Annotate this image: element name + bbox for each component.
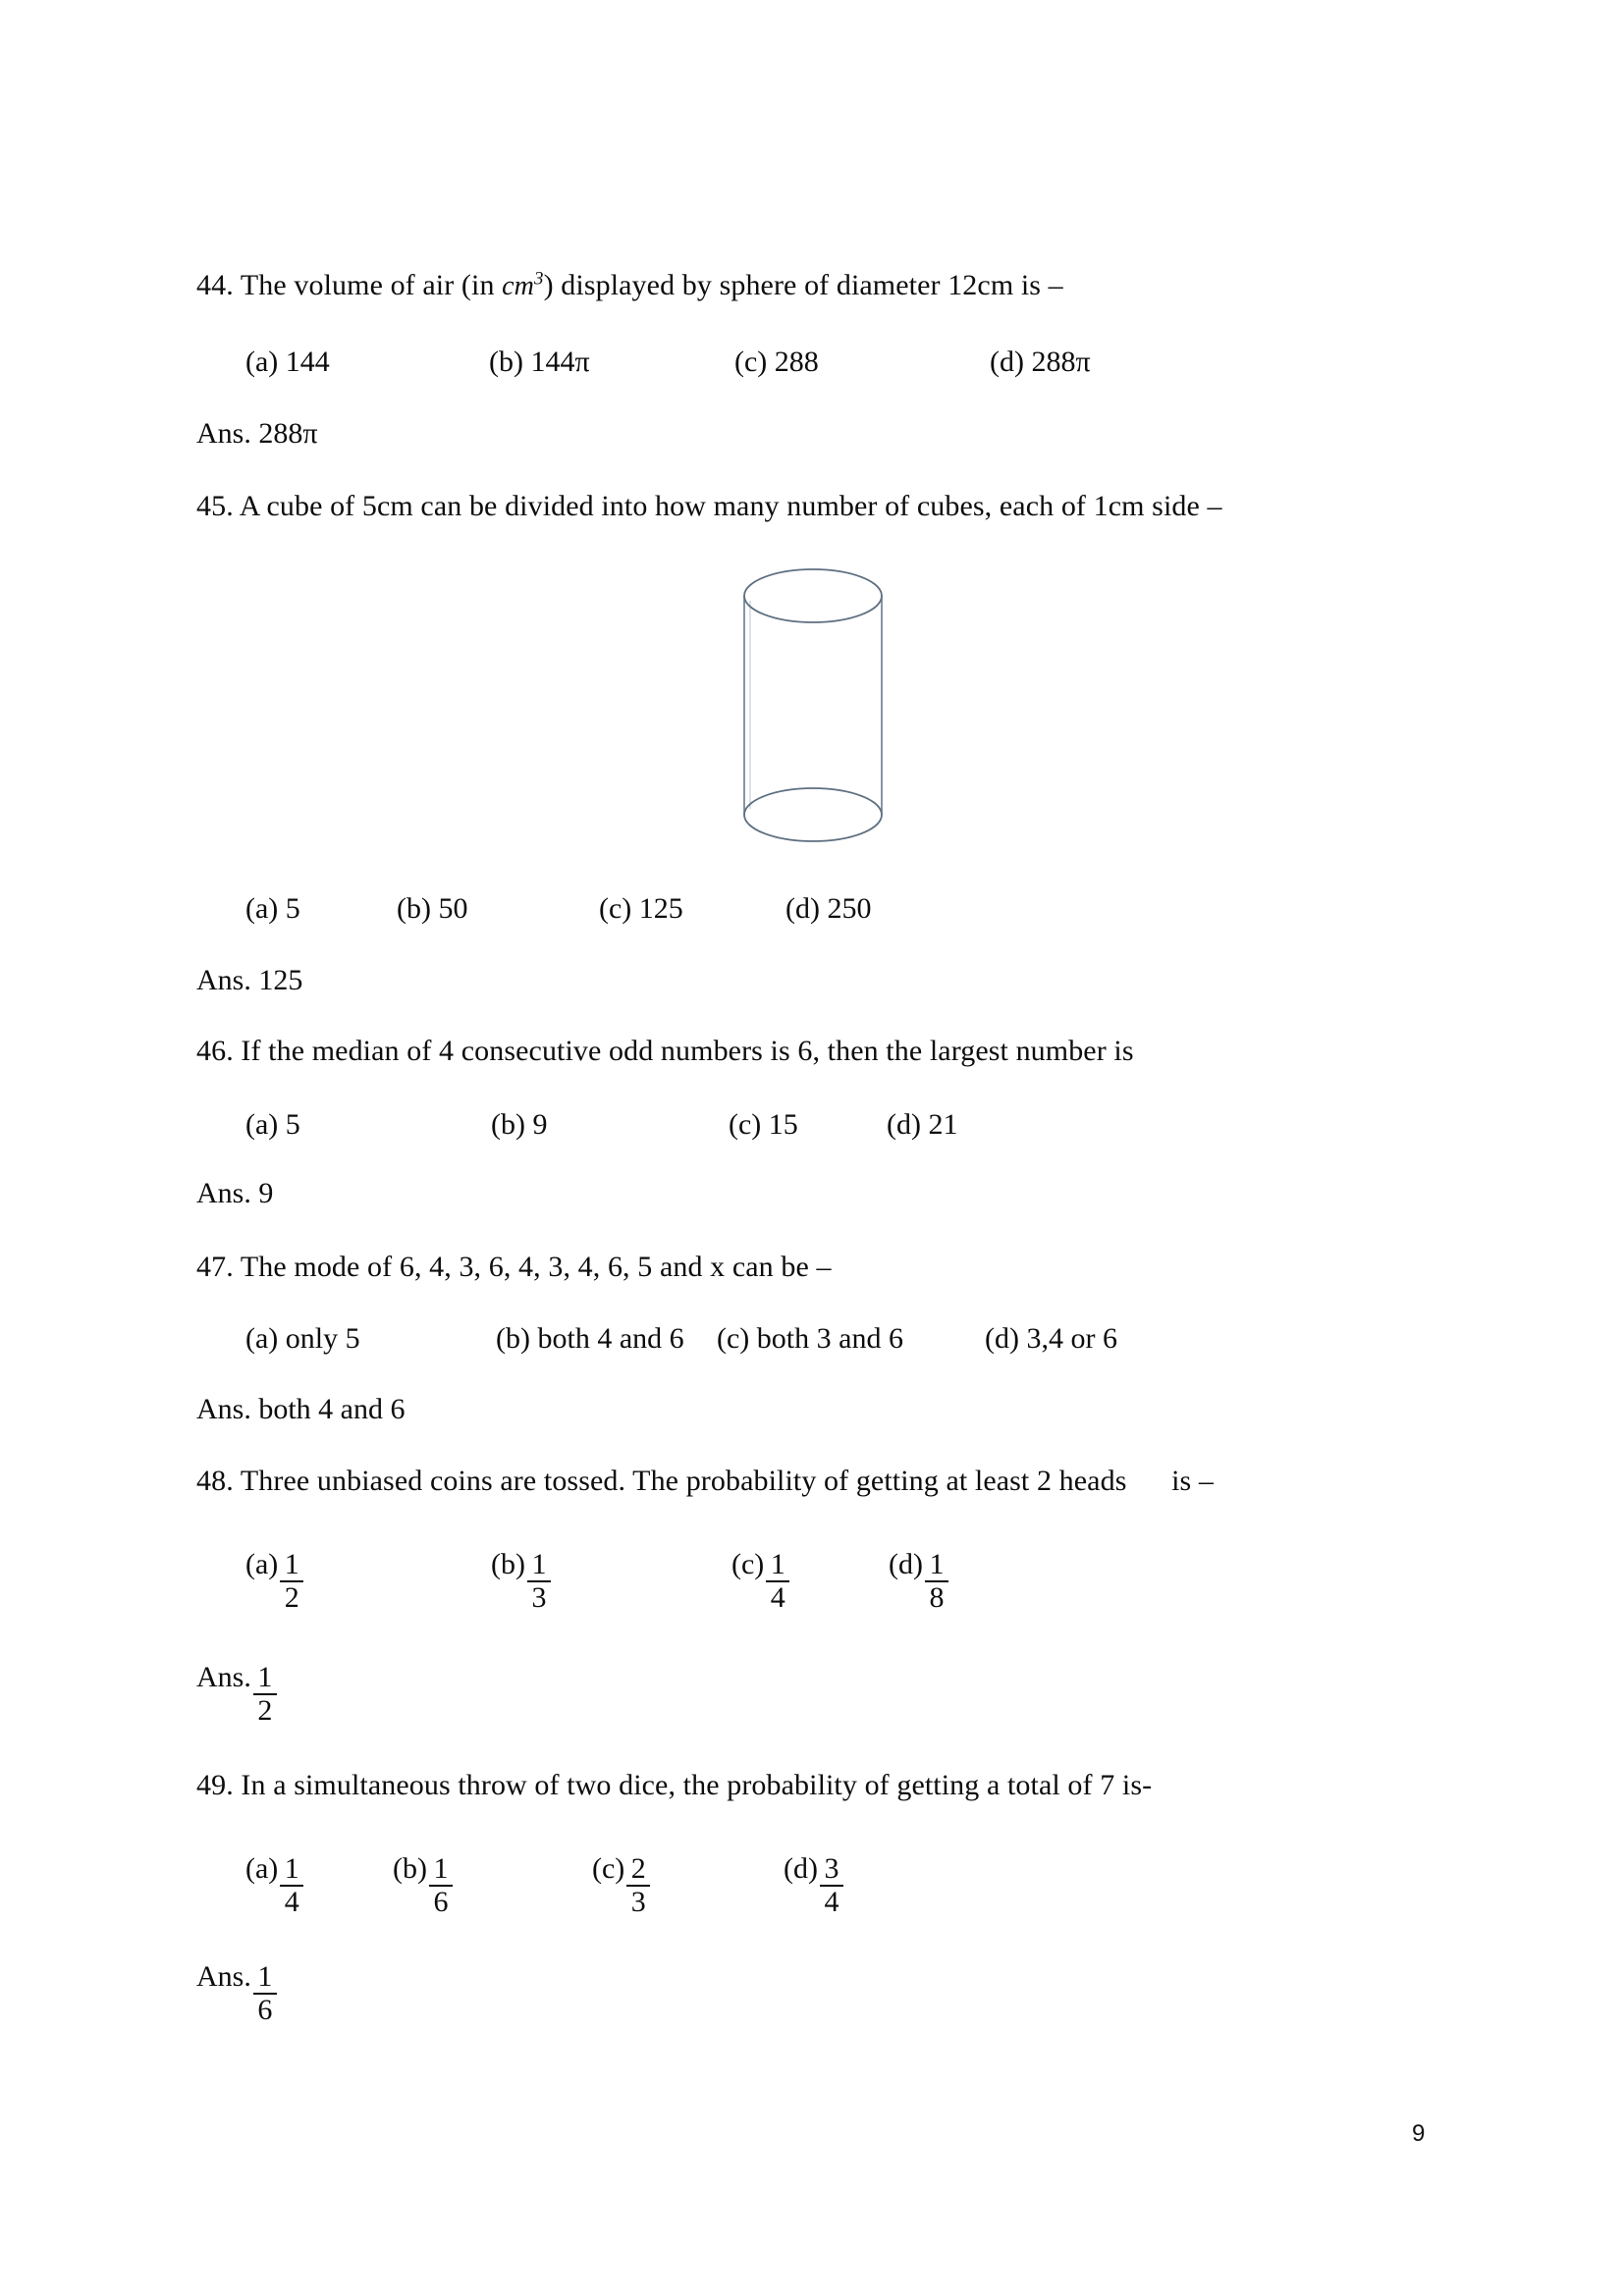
question-44-text-part2: ) displayed by sphere of diameter 12cm is – <box>543 269 1063 301</box>
fraction-denominator: 3 <box>630 1886 646 1918</box>
answer-prefix: Ans. <box>196 1661 251 1693</box>
option-label: (c) <box>734 346 768 378</box>
fraction <box>280 1854 303 1917</box>
question-48-option-c[interactable] <box>731 1546 791 1613</box>
option-label: (b) <box>397 892 431 925</box>
option-label: (a) <box>245 1108 279 1141</box>
answer-prefix: Ans. <box>196 417 251 450</box>
question-45-option-d[interactable] <box>785 890 871 928</box>
question-49-option-a[interactable] <box>245 1850 305 1917</box>
option-value: 144 <box>285 346 330 378</box>
question-44-text <box>196 267 1063 304</box>
option-value: 5 <box>285 892 300 925</box>
fraction-numerator: 1 <box>284 1852 299 1885</box>
answer-value: both 4 and 6 <box>258 1393 406 1425</box>
option-label: (a) <box>245 892 279 925</box>
fraction <box>527 1550 551 1613</box>
fraction-denominator: 2 <box>257 1694 273 1727</box>
option-label: (c) <box>717 1322 750 1355</box>
option-label: (b) <box>496 1322 530 1355</box>
fraction <box>626 1854 650 1917</box>
question-44-option-b[interactable] <box>489 344 590 381</box>
fraction-denominator: 8 <box>929 1581 945 1614</box>
option-value: 250 <box>827 892 872 925</box>
question-49-text: 49. In a simultaneous throw of two dice, the probability of getting a total of 7 is- <box>196 1769 1153 1801</box>
fraction <box>253 1962 277 2025</box>
question-44-option-c[interactable] <box>734 344 819 381</box>
option-label: (b) <box>491 1548 525 1580</box>
fraction-numerator: 3 <box>824 1852 839 1885</box>
question-49-answer <box>196 1958 279 2025</box>
fraction-numerator: 1 <box>770 1548 785 1580</box>
option-value: 144π <box>530 346 590 378</box>
option-value: 3,4 or 6 <box>1026 1322 1117 1355</box>
cylinder-diagram <box>734 561 892 856</box>
option-value: both 4 and 6 <box>537 1322 684 1355</box>
option-label: (d) <box>784 1852 818 1885</box>
fraction <box>280 1550 303 1613</box>
question-47-answer <box>196 1391 406 1428</box>
option-value: only 5 <box>285 1322 360 1355</box>
option-label: (b) <box>489 346 523 378</box>
question-45-text: 45. A cube of 5cm can be divided into how many number of cubes, each of 1cm side – <box>196 490 1222 522</box>
cylinder-svg <box>734 561 892 856</box>
question-46-option-c[interactable] <box>729 1106 798 1144</box>
answer-prefix: Ans. <box>196 1177 251 1209</box>
option-value: 288π <box>1031 346 1091 378</box>
answer-value: 288π <box>258 417 318 450</box>
option-label: (a) <box>245 346 279 378</box>
question-48-answer <box>196 1659 279 1726</box>
option-value: 9 <box>532 1108 548 1141</box>
cylinder-top-ellipse <box>744 569 882 622</box>
option-label: (d) <box>889 1548 923 1580</box>
question-48-option-b[interactable] <box>491 1546 553 1613</box>
fraction <box>766 1550 789 1613</box>
fraction-numerator: 1 <box>257 1960 273 1993</box>
question-48-option-d[interactable] <box>889 1546 950 1613</box>
option-value: 288 <box>774 346 819 378</box>
option-value: 125 <box>638 892 683 925</box>
question-47-text: 47. The mode of 6, 4, 3, 6, 4, 3, 4, 6, 5 and x can be – <box>196 1251 832 1283</box>
option-label: (a) <box>245 1322 279 1355</box>
fraction-denominator: 6 <box>433 1886 449 1918</box>
fraction-denominator: 4 <box>824 1886 839 1918</box>
question-47-option-c[interactable] <box>717 1320 903 1358</box>
option-label: (a) <box>245 1852 279 1885</box>
fraction <box>820 1854 843 1917</box>
cylinder-bottom-ellipse <box>744 788 882 841</box>
fraction-numerator: 1 <box>433 1852 449 1885</box>
question-44-text-part1: 44. The volume of air (in <box>196 269 503 301</box>
option-label: (b) <box>393 1852 427 1885</box>
option-value: 50 <box>438 892 468 925</box>
question-47-option-b[interactable] <box>496 1320 684 1358</box>
fraction-numerator: 1 <box>929 1548 945 1580</box>
question-45-option-c[interactable] <box>599 890 683 928</box>
fraction-numerator: 1 <box>284 1548 299 1580</box>
fraction-numerator: 1 <box>257 1661 273 1693</box>
option-value: 21 <box>928 1108 958 1141</box>
fraction-denominator: 3 <box>531 1581 547 1614</box>
option-label: (d) <box>990 346 1024 378</box>
fraction-denominator: 4 <box>770 1581 785 1614</box>
fraction <box>925 1550 948 1613</box>
option-value: both 3 and 6 <box>756 1322 903 1355</box>
question-44-option-d[interactable] <box>990 344 1091 381</box>
question-49-option-d[interactable] <box>784 1850 845 1917</box>
fraction-numerator: 2 <box>630 1852 646 1885</box>
option-label: (d) <box>985 1322 1019 1355</box>
fraction-denominator: 2 <box>284 1581 299 1614</box>
answer-prefix: Ans. <box>196 1393 251 1425</box>
option-label: (c) <box>592 1852 625 1885</box>
question-48-text-main: 48. Three unbiased coins are tossed. The probability of getting at least 2 heads <box>196 1465 1127 1497</box>
option-label: (c) <box>599 892 632 925</box>
question-45-option-b[interactable] <box>397 890 467 928</box>
fraction-denominator: 4 <box>284 1886 299 1918</box>
answer-value: 125 <box>258 964 303 996</box>
question-49-option-b[interactable] <box>393 1850 455 1917</box>
question-45-answer <box>196 962 302 999</box>
fraction-denominator: 6 <box>257 1994 273 2026</box>
page-number: 9 <box>1412 2120 1426 2147</box>
option-value: 15 <box>768 1108 798 1141</box>
question-47-option-d[interactable] <box>985 1320 1117 1358</box>
question-48-text-tail: is – <box>1171 1465 1215 1497</box>
fraction <box>253 1663 277 1726</box>
option-value: 5 <box>285 1108 300 1141</box>
question-46-option-d[interactable] <box>887 1106 957 1144</box>
option-label: (b) <box>491 1108 525 1141</box>
option-label: (d) <box>785 892 820 925</box>
fraction-numerator: 1 <box>531 1548 547 1580</box>
question-46-option-b[interactable] <box>491 1106 547 1144</box>
question-46-option-a[interactable] <box>245 1106 300 1144</box>
fraction <box>429 1854 453 1917</box>
question-48-text-tail-spacer <box>1126 1465 1171 1497</box>
answer-prefix: Ans. <box>196 964 251 996</box>
question-46-text: 46. If the median of 4 consecutive odd numbers is 6, then the largest number is <box>196 1035 1134 1067</box>
question-49-option-c[interactable] <box>592 1850 652 1917</box>
question-44-answer <box>196 415 318 453</box>
question-44-unit: $cm^3$ <box>502 268 544 301</box>
question-46-answer <box>196 1175 273 1212</box>
question-44-unit-exponent: 3 <box>534 268 544 290</box>
question-48-option-a[interactable] <box>245 1546 305 1613</box>
option-label: (c) <box>729 1108 762 1141</box>
question-47-option-a[interactable] <box>245 1320 360 1358</box>
option-label: (a) <box>245 1548 279 1580</box>
option-label: (c) <box>731 1548 765 1580</box>
question-48-text <box>196 1463 1214 1500</box>
answer-value: 9 <box>258 1177 274 1209</box>
question-44-option-a[interactable] <box>245 344 330 381</box>
option-label: (d) <box>887 1108 921 1141</box>
question-45-option-a[interactable] <box>245 890 300 928</box>
answer-prefix: Ans. <box>196 1960 251 1993</box>
